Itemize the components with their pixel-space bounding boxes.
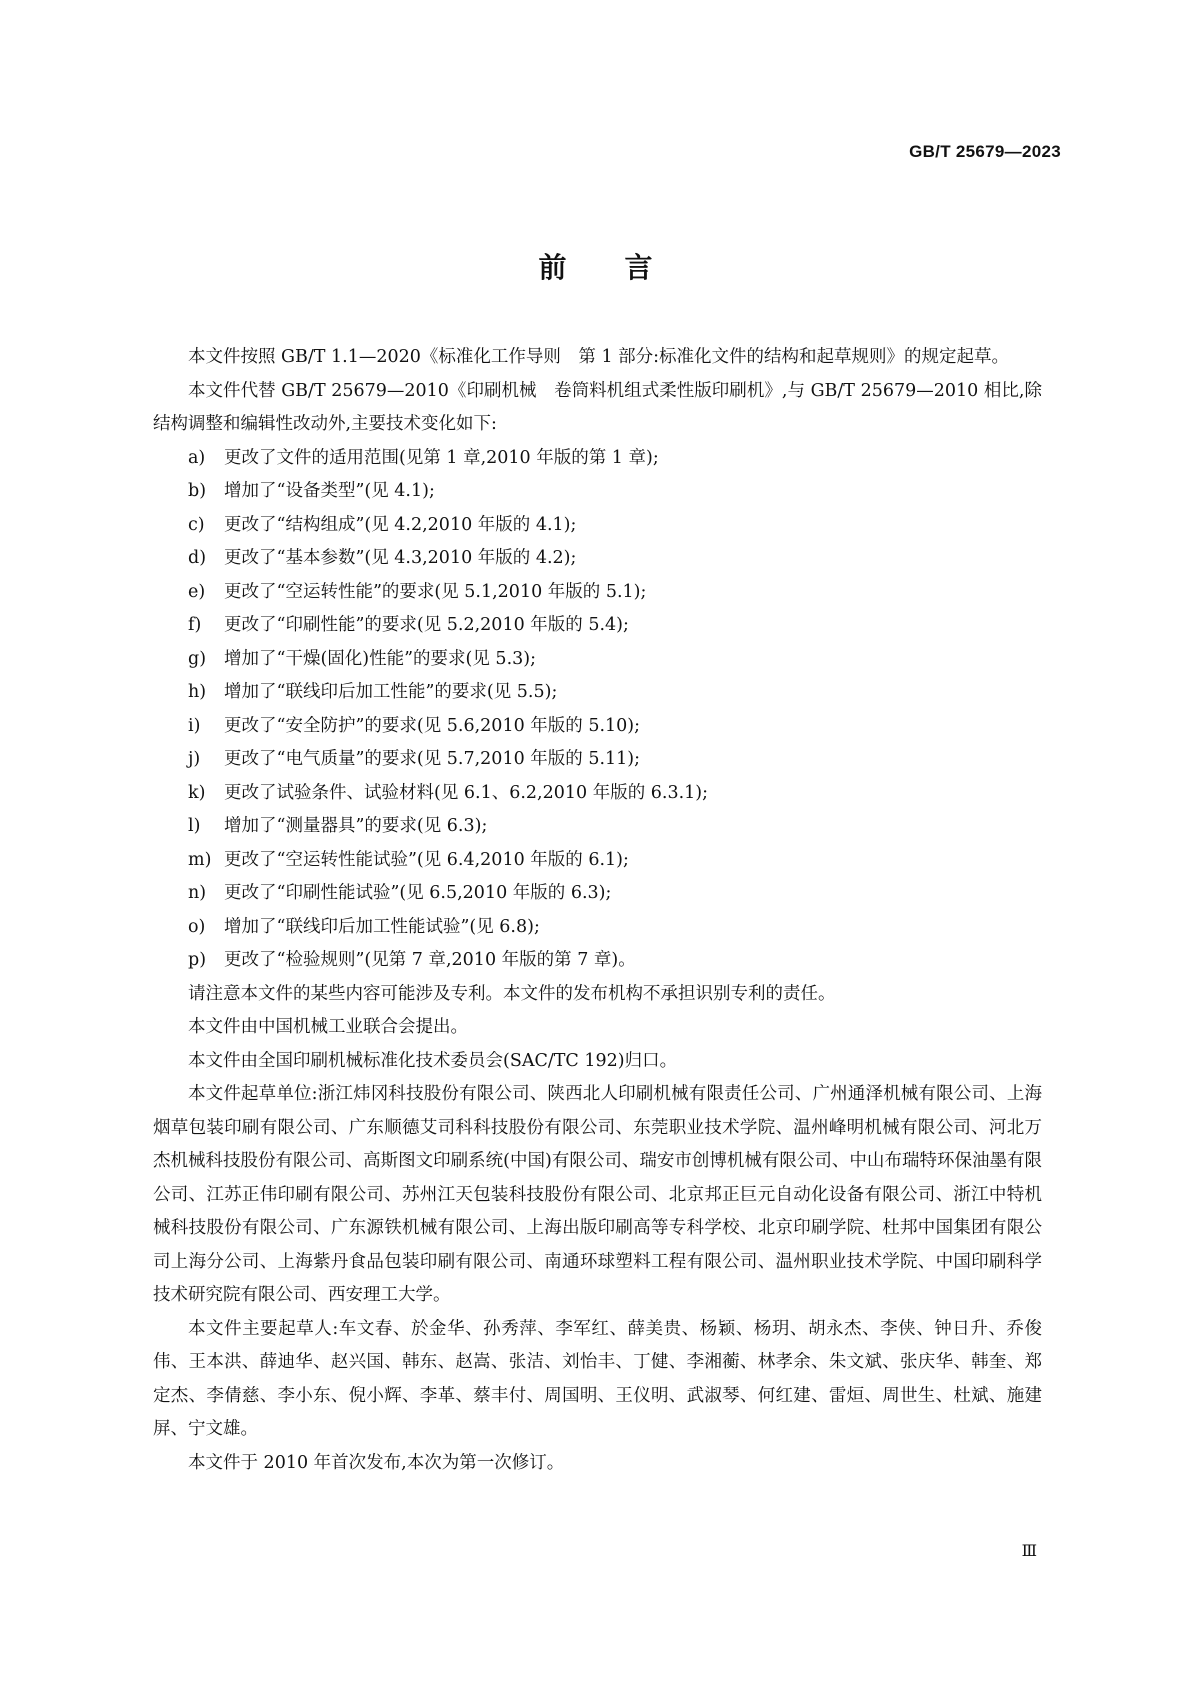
list-item-text: 更改了“空运转性能试验”(见 6.4,2010 年版的 6.1);: [224, 849, 629, 870]
list-item-text: 更改了“结构组成”(见 4.2,2010 年版的 4.1);: [224, 514, 577, 535]
list-item-text: 增加了“联线印后加工性能”的要求(见 5.5);: [224, 682, 558, 702]
drafting-organizations: 本文件起草单位:浙江炜冈科技股份有限公司、陕西北人印刷机械有限责任公司、广州通泽机械有限公司、上海烟草包装印刷有限公司、广东顺德艾司科科技股份有限公司、东莞职业技术学院、温州峰明机械有限公司、河北万杰机械科技股份有限公司、高斯图文印刷系统(中国)有限公司、瑞安市创博机械有限公司、中山布瑞特环保油墨有限公司、江苏正伟印刷有限公司、苏州江天包装科技股份有限公司、北京邦正巨元自动化设备有限公司、浙江中特机械科技股份有限公司、广东源铁机械有限公司、上海出版印刷高等专科学校、北京印刷学院、杜邦中国集团有限公司上海分公司、上海紫丹食品包装印刷有限公司、南通环球塑料工程有限公司、温州职业技术学院、中国印刷科学技术研究院有限公司、西安理工大学。: [153, 1084, 1042, 1305]
list-item-label: l): [188, 816, 201, 836]
list-item-label: h): [188, 682, 207, 702]
list-item: [153, 810, 1042, 844]
foreword-body: [153, 341, 1042, 1480]
list-item-text: 更改了“印刷性能”的要求(见 5.2,2010 年版的 5.4);: [224, 615, 629, 635]
list-item: [153, 475, 1042, 509]
list-item: [153, 509, 1042, 543]
intro-paragraph-1: 本文件按照 GB/T 1.1—2020《标准化工作导则 第 1 部分:标准化文件的结构和起草规则》的规定起草。: [188, 347, 1010, 367]
list-item-text: 增加了“测量器具”的要求(见 6.3);: [224, 816, 488, 836]
list-item-text: 更改了“检验规则”(见第 7 章,2010 年版的第 7 章)。: [224, 950, 636, 970]
list-item-label: c): [188, 514, 205, 535]
list-item-label: d): [188, 548, 207, 568]
list-item: [153, 609, 1042, 643]
list-item-label: e): [188, 581, 206, 602]
list-item: [153, 676, 1042, 710]
list-item-label: b): [188, 481, 207, 501]
list-item-text: 更改了“电气质量”的要求(见 5.7,2010 年版的 5.11);: [224, 749, 641, 769]
list-item-label: a): [188, 447, 206, 468]
drafting-persons: 本文件主要起草人:车文春、於金华、孙秀萍、李军红、薛美贵、杨颖、杨玥、胡永杰、李侠、钟日升、乔俊伟、王本洪、薛迪华、赵兴国、韩东、赵嵩、张洁、刘怡丰、丁健、李湘蘅、林孝余、朱文斌、张庆华、韩奎、郑定杰、李倩慈、李小东、倪小辉、李革、蔡丰付、周国明、王仪明、武淑琴、何红建、雷烜、周世生、杜斌、施建屏、宁文雄。: [153, 1318, 1042, 1439]
publication-history: 本文件于 2010 年首次发布,本次为第一次修订。: [188, 1452, 565, 1473]
list-item-label: f): [188, 615, 202, 635]
changes-list: [153, 442, 1042, 978]
list-item: [153, 911, 1042, 945]
list-item-text: 更改了“印刷性能试验”(见 6.5,2010 年版的 6.3);: [224, 883, 612, 903]
list-item: [153, 643, 1042, 677]
list-item-text: 更改了文件的适用范围(见第 1 章,2010 年版的第 1 章);: [224, 447, 659, 468]
list-item-label: i): [188, 715, 201, 736]
proposer-statement: 本文件由中国机械工业联合会提出。: [188, 1017, 468, 1037]
list-item: [153, 844, 1042, 878]
list-item-text: 更改了“空运转性能”的要求(见 5.1,2010 年版的 5.1);: [224, 581, 647, 602]
list-item-label: n): [188, 883, 207, 903]
title-char-2: 言: [624, 251, 653, 284]
page-number: Ⅲ: [1021, 1541, 1037, 1560]
intro-paragraph-2: 本文件代替 GB/T 25679—2010《印刷机械 卷筒料机组式柔性版印刷机》,与 GB/T 25679—2010 相比,除结构调整和编辑性改动外,主要技术变化如下:: [153, 380, 1042, 434]
list-item: [153, 743, 1042, 777]
page-title: [0, 246, 1191, 286]
list-item: [153, 576, 1042, 610]
list-item-label: m): [188, 849, 212, 870]
list-item-label: o): [188, 916, 206, 937]
committee-statement: 本文件由全国印刷机械标准化技术委员会(SAC/TC 192)归口。: [188, 1050, 678, 1071]
list-item-label: p): [188, 950, 207, 970]
list-item-text: 增加了“干燥(固化)性能”的要求(见 5.3);: [224, 648, 536, 669]
list-item: [153, 442, 1042, 476]
list-item-label: g): [188, 648, 207, 669]
list-item: [153, 710, 1042, 744]
list-item-text: 增加了“设备类型”(见 4.1);: [224, 481, 435, 501]
list-item-label: j): [188, 749, 201, 769]
standard-code: GB/T 25679—2023: [909, 142, 1061, 161]
list-item-text: 更改了“基本参数”(见 4.3,2010 年版的 4.2);: [224, 548, 577, 568]
list-item: [153, 877, 1042, 911]
title-char-1: 前: [538, 251, 567, 284]
list-item-label: k): [188, 782, 206, 803]
list-item-text: 更改了试验条件、试验材料(见 6.1、6.2,2010 年版的 6.3.1);: [224, 782, 709, 803]
list-item: [153, 777, 1042, 811]
list-item-text: 增加了“联线印后加工性能试验”(见 6.8);: [224, 916, 540, 937]
list-item: [153, 944, 1042, 978]
list-item-text: 更改了“安全防护”的要求(见 5.6,2010 年版的 5.10);: [224, 715, 641, 736]
list-item: [153, 542, 1042, 576]
patent-notice: 请注意本文件的某些内容可能涉及专利。本文件的发布机构不承担识别专利的责任。: [188, 983, 836, 1004]
